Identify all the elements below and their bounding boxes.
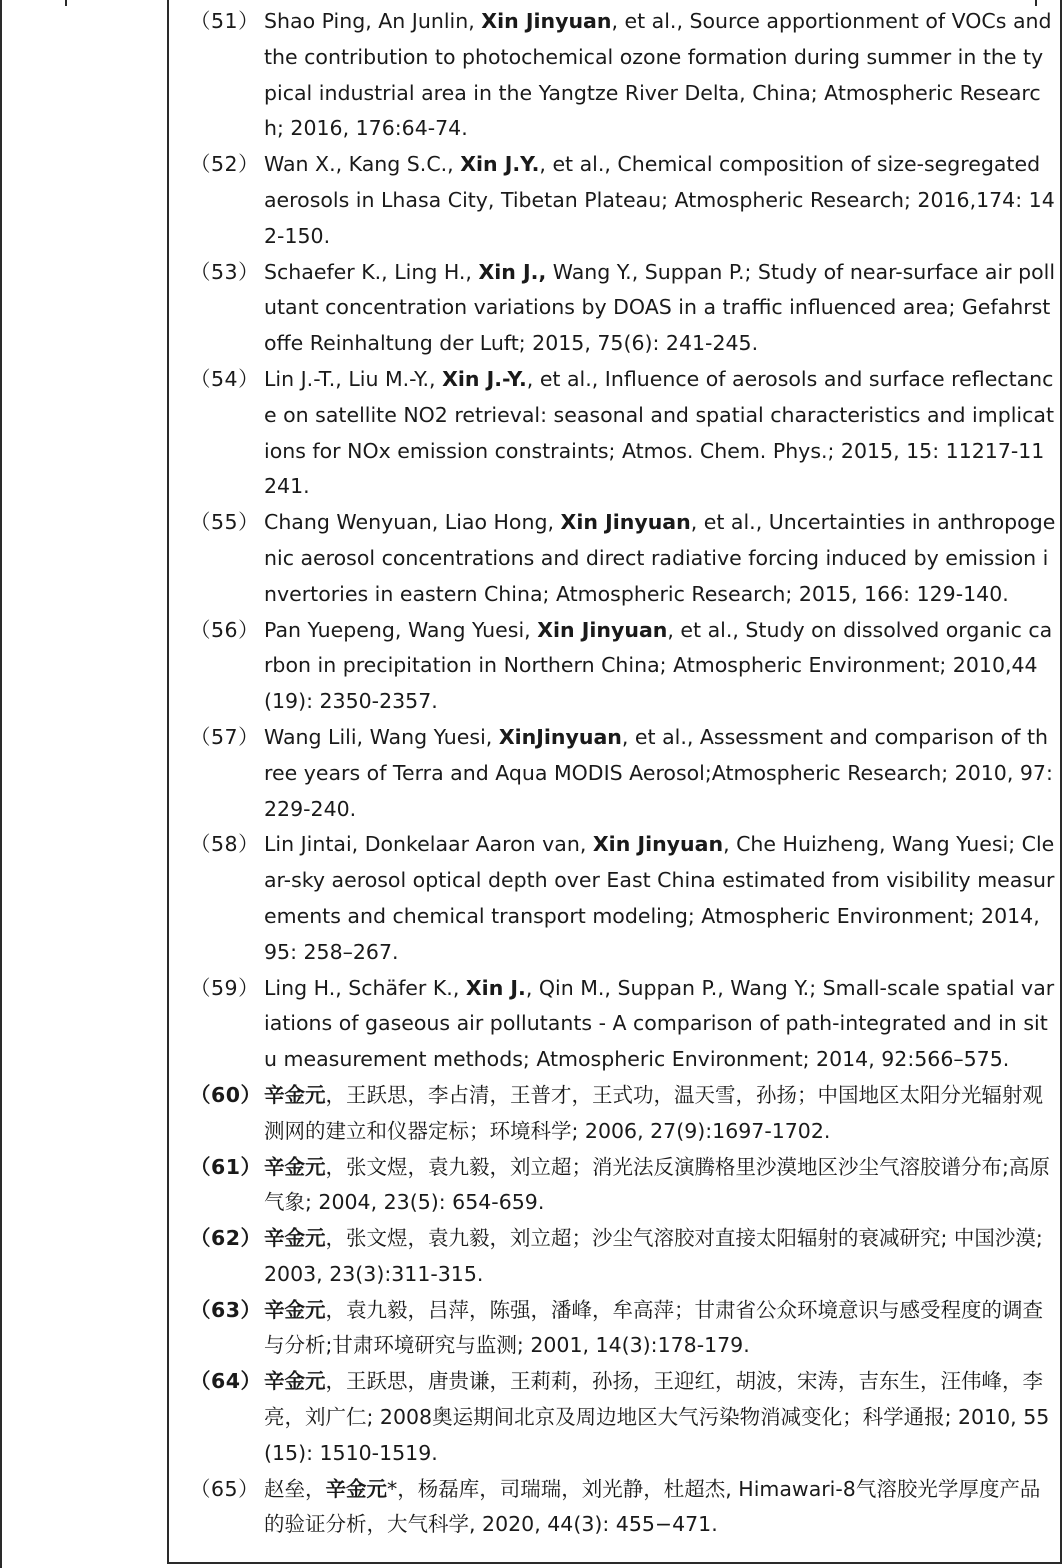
- reference-segment: Pan Yuepeng, Wang Yuesi,: [264, 617, 538, 642]
- author-highlight: 辛金元: [325, 1476, 387, 1501]
- reference-number: （54）: [190, 366, 260, 391]
- reference-number: （51）: [190, 9, 260, 33]
- reference-number: （56）: [190, 617, 260, 642]
- author-highlight: Xin J.,: [478, 259, 547, 284]
- reference-item: [190, 613, 1056, 720]
- reference-number: （65）: [190, 1476, 260, 1501]
- reference-text: [264, 1364, 1056, 1471]
- reference-number: （64）: [190, 1369, 262, 1394]
- reference-segment: Wan X., Kang S.C.,: [264, 152, 461, 177]
- reference-segment: *，杨磊库，司瑞瑞，刘光静，杜超杰, Himawari-8气溶胶光学厚度产品的验证分析，大气科学, 2020, 44(3): 455−471.: [264, 1476, 1041, 1537]
- reference-segment: , et al., Assessment and comparison of three years of Terra and Aqua MODIS Aerosol;Atmospheric Research; 2010, 97: 229-240.: [264, 724, 1053, 821]
- author-highlight: Xin Jinyuan: [537, 617, 668, 642]
- reference-segment: Ling H., Schäfer K.,: [264, 975, 466, 1000]
- reference-segment: , et al., Chemical composition of size-segregated aerosols in Lhasa City, Tibetan Plateau; Atmospheric Research; 2016,174: 142-150.: [264, 152, 1055, 248]
- author-highlight: Xin J.Y.: [460, 152, 540, 177]
- reference-segment: 赵垒，: [264, 1476, 326, 1501]
- reference-number: （61）: [190, 1154, 262, 1179]
- reference-text: [264, 971, 1056, 1078]
- reference-number: （57）: [190, 724, 260, 749]
- reference-segment: Wang Y., Suppan P.; Study of near-surface air pollutant concentration variations by DOAS in a traffic influenced area; Gefahrstoffe Reinhaltung der Luft; 2015, 75(6): 241-245.: [264, 259, 1056, 356]
- reference-segment: ，王跃思，李占清，王普才，王式功，温天雪，孙扬；中国地区太阳分光辐射观测网的建立和仪器定标；环境科学; 2006, 27(9):1697-1702.: [264, 1082, 1043, 1143]
- reference-segment: ，王跃思，唐贵谦，王莉莉，孙扬，王迎红，胡波，宋涛，吉东生，汪伟峰，李亮，刘广仁; 2008奥运期间北京及周边地区大气污染物消减变化；科学通报; 2010, 55(15): 1510-1519.: [264, 1369, 1050, 1465]
- reference-text: [264, 1150, 1056, 1222]
- reference-text: [264, 1221, 1056, 1293]
- reference-item: [190, 720, 1056, 827]
- reference-text: [264, 827, 1056, 970]
- reference-item: [190, 1150, 1056, 1222]
- reference-text: [264, 362, 1056, 505]
- table-right-border: [1060, 0, 1062, 1564]
- reference-text: [264, 1472, 1056, 1544]
- table-left-border: [0, 0, 2, 1568]
- reference-text: [264, 1293, 1056, 1365]
- reference-segment: , et al., Study on dissolved organic carbon in precipitation in Northern China; Atmospheric Environment; 2010,44(19): 2350-2357.: [264, 617, 1053, 714]
- reference-text: [264, 613, 1056, 720]
- author-highlight: 辛金元: [264, 1082, 326, 1107]
- author-highlight: Xin J.-Y.: [442, 366, 527, 391]
- reference-number: （59）: [190, 975, 260, 1000]
- reference-number: （55）: [190, 510, 260, 535]
- reference-text: [264, 4, 1056, 147]
- reference-item: [190, 1472, 1056, 1544]
- reference-segment: ，张文煜，袁九毅，刘立超；消光法反演腾格里沙漠地区沙尘气溶胶谱分布;高原气象; 2004, 23(5): 654-659.: [264, 1154, 1050, 1215]
- reference-segment: , Che Huizheng, Wang Yuesi; Clear-sky aerosol optical depth over East China estimated from visibility measurements and chemical transport modeling; Atmospheric Environment; 2014, 95: 258–267.: [264, 832, 1055, 964]
- author-highlight: 辛金元: [264, 1226, 326, 1251]
- reference-item: [190, 971, 1056, 1078]
- reference-item: [190, 1293, 1056, 1365]
- reference-segment: , Qin M., Suppan P., Wang Y.; Small-scale spatial variations of gaseous air pollutants - A comparison of path-integrated and in situ measurement methods; Atmospheric Environment; 2014, 92:566–575.: [264, 975, 1055, 1072]
- reference-list: [190, 4, 1056, 1543]
- reference-segment: , et al., Influence of aerosols and surface reflectance on satellite NO2 retrieval: seasonal and spatial characteristics and implications for NOx emission constraints; Atmos. Chem. Phys.; 2015, 15: 11217-11241.: [264, 366, 1054, 499]
- reference-number: （63）: [190, 1297, 262, 1322]
- author-highlight: Xin Jinyuan: [592, 832, 724, 857]
- reference-number: （52）: [190, 152, 260, 177]
- reference-segment: Lin Jintai, Donkelaar Aaron van,: [264, 832, 593, 857]
- reference-item: [190, 147, 1056, 254]
- reference-item: [190, 827, 1056, 970]
- reference-number: （60）: [190, 1082, 262, 1107]
- reference-number: （53）: [190, 259, 260, 284]
- author-highlight: Xin J.: [465, 975, 526, 1000]
- reference-item: [190, 4, 1056, 147]
- top-tick-left: [65, 0, 67, 6]
- reference-text: [264, 505, 1056, 612]
- reference-text: [264, 720, 1056, 827]
- author-highlight: Xin Jinyuan: [560, 510, 691, 535]
- reference-text: [264, 147, 1056, 254]
- reference-segment: Wang Lili, Wang Yuesi,: [264, 724, 499, 749]
- reference-number: （58）: [190, 832, 260, 857]
- reference-segment: ，张文煜，袁九毅，刘立超；沙尘气溶胶对直接太阳辐射的衰减研究; 中国沙漠; 2003, 23(3):311-315.: [264, 1226, 1043, 1286]
- reference-item: [190, 1364, 1056, 1471]
- reference-number: （62）: [190, 1226, 262, 1251]
- reference-segment: Lin J.-T., Liu M.-Y.,: [264, 366, 443, 391]
- reference-segment: , et al., Source apportionment of VOCs and the contribution to photochemical ozone formation during summer in the typical industrial area in the Yangtze River Delta, China; Atmospheric Research; 2016, 176:64-74.: [264, 9, 1052, 141]
- author-highlight: XinJinyuan: [498, 724, 622, 749]
- author-highlight: 辛金元: [264, 1297, 326, 1322]
- reference-segment: Shao Ping, An Junlin,: [264, 9, 482, 33]
- table-bottom-border: [167, 1562, 1062, 1564]
- reference-text: [264, 1078, 1056, 1150]
- reference-segment: Chang Wenyuan, Liao Hong,: [264, 510, 561, 535]
- reference-segment: , et al., Uncertainties in anthropogenic aerosol concentrations and direct radiative forcing induced by emission invertories in eastern China; Atmospheric Research; 2015, 166: 129-140.: [264, 510, 1056, 606]
- author-highlight: 辛金元: [264, 1154, 326, 1179]
- reference-item: [190, 1078, 1056, 1150]
- reference-segment: Schaefer K., Ling H.,: [264, 259, 479, 284]
- author-highlight: Xin Jinyuan: [481, 9, 612, 33]
- reference-item: [190, 255, 1056, 362]
- reference-item: [190, 362, 1056, 505]
- reference-item: [190, 505, 1056, 612]
- table-column-divider: [167, 0, 169, 1564]
- author-highlight: 辛金元: [264, 1369, 326, 1394]
- reference-item: [190, 1221, 1056, 1293]
- reference-text: [264, 255, 1056, 362]
- reference-segment: ，袁九毅，吕萍，陈强，潘峰，牟高萍；甘肃省公众环境意识与感受程度的调查与分析;甘肃环境研究与监测; 2001, 14(3):178-179.: [264, 1297, 1043, 1358]
